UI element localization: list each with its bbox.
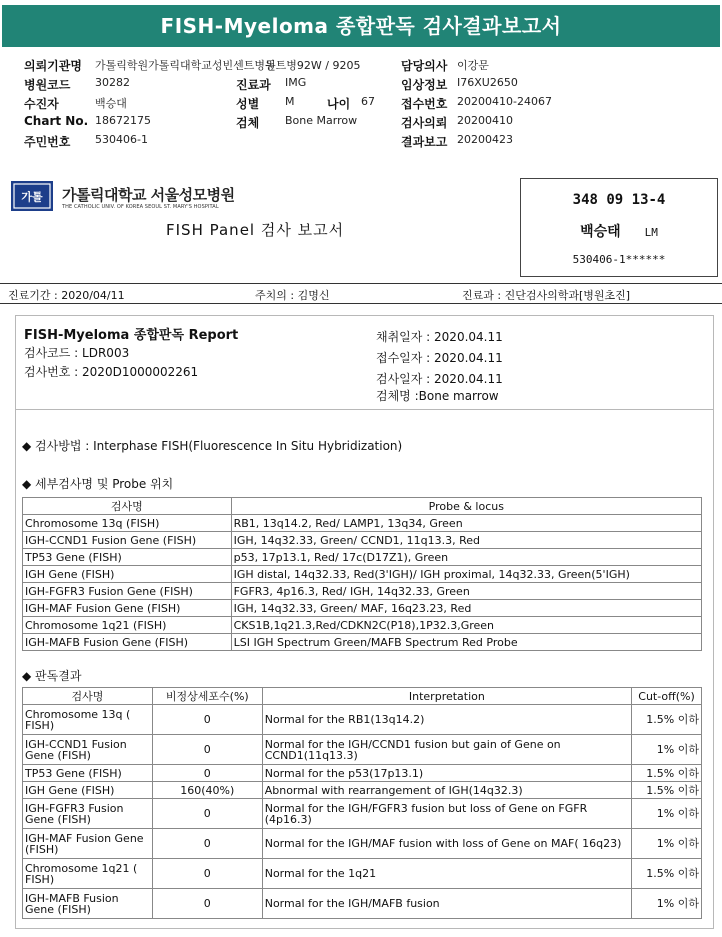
- cutoff-cell: 1.5% 이하: [632, 765, 702, 782]
- test-name-cell: Chromosome 1q21 (FISH): [23, 617, 232, 634]
- table-row: [23, 600, 702, 617]
- table-header-row: [23, 688, 702, 705]
- hospital-emblem-icon: [11, 181, 53, 211]
- table-row: [23, 566, 702, 583]
- probe-cell: IGH distal, 14q32.33, Red(3'IGH)/ IGH proximal, 14q32.33, Green(5'IGH): [231, 566, 701, 583]
- probe-table: [22, 497, 702, 651]
- table-header-row: [23, 498, 702, 515]
- report-title: FISH-Myeloma 종합판독 검사결과보고서: [2, 5, 720, 47]
- patient-id-line: 348 09 13-4: [572, 192, 666, 208]
- cutoff-cell: 1.5% 이하: [632, 782, 702, 799]
- cutoff-cell: 1% 이하: [632, 829, 702, 859]
- value-dept: IMG: [285, 76, 307, 89]
- label-dept: 진료과: [236, 78, 271, 92]
- divider: [15, 409, 714, 410]
- value-institution: 가톨릭학원가톨릭대학교성빈센트병원: [95, 59, 276, 72]
- column-header: Interpretation: [262, 688, 631, 705]
- test-name-cell: IGH-MAFB Fusion Gene (FISH): [23, 889, 153, 919]
- test-name-cell: IGH-FGFR3 Fusion Gene (FISH): [23, 799, 153, 829]
- panel-title: FISH Panel 검사 보고서: [166, 221, 345, 239]
- probe-cell: FGFR3, 4p16.3, Red/ IGH, 14q32.33, Green: [231, 583, 701, 600]
- column-header: 비정상세포수(%): [152, 688, 262, 705]
- table-row: [23, 782, 702, 799]
- visit-date: 진료기간 : 2020/04/11: [8, 289, 125, 302]
- value-report-date: 20200423: [457, 133, 513, 146]
- value-hospital-code: 30282: [95, 76, 130, 89]
- table-row: [23, 583, 702, 600]
- abnormal-cells-cell: 0: [152, 799, 262, 829]
- value-age: 67: [361, 95, 375, 108]
- divider: [0, 283, 722, 284]
- label-chart-no: Chart No.: [24, 114, 89, 128]
- cutoff-cell: 1.5% 이하: [632, 705, 702, 735]
- label-age: 나이: [327, 97, 351, 111]
- cutoff-cell: 1% 이하: [632, 799, 702, 829]
- label-request-date: 검사의뢰: [401, 116, 448, 130]
- cutoff-cell: 1% 이하: [632, 735, 702, 765]
- test-name-cell: IGH Gene (FISH): [23, 782, 153, 799]
- label-doctor: 담당의사: [401, 59, 448, 73]
- table-row: [23, 735, 702, 765]
- interpretation-cell: Abnormal with rearrangement of IGH(14q32.3): [262, 782, 631, 799]
- table-row: [23, 889, 702, 919]
- value-request-date: 20200410: [457, 114, 513, 127]
- probe-cell: CKS1B,1q21.3,Red/CDKN2C(P18),1P32.3,Green: [231, 617, 701, 634]
- result-table: [22, 687, 702, 919]
- interpretation-cell: Normal for the IGH/MAF fusion with loss of Gene on MAF( 16q23): [262, 829, 631, 859]
- header-row: [0, 95, 722, 114]
- specimen-name: 검체명 :Bone marrow: [376, 389, 499, 403]
- table-row: [23, 617, 702, 634]
- value-specimen: Bone Marrow: [285, 114, 358, 127]
- test-name-cell: IGH-MAF Fusion Gene (FISH): [23, 600, 232, 617]
- test-code: 검사코드 : LDR003: [24, 346, 130, 360]
- test-name-cell: TP53 Gene (FISH): [23, 549, 232, 566]
- test-name-cell: Chromosome 13q (FISH): [23, 515, 232, 532]
- test-name-cell: IGH Gene (FISH): [23, 566, 232, 583]
- abnormal-cells-cell: 160(40%): [152, 782, 262, 799]
- test-name-cell: Chromosome 13q ( FISH): [23, 705, 153, 735]
- probe-cell: p53, 17p13.1, Red/ 17c(D17Z1), Green: [231, 549, 701, 566]
- label-specimen: 검체: [236, 116, 260, 130]
- abnormal-cells-cell: 0: [152, 705, 262, 735]
- label-clinical-info: 임상정보: [401, 78, 448, 92]
- header-row: [0, 114, 722, 133]
- label-hospital-code: 병원코드: [24, 78, 71, 92]
- probe-cell: IGH, 14q32.33, Green/ CCND1, 11q13.3, Red: [231, 532, 701, 549]
- column-header: 검사명: [23, 498, 232, 515]
- test-name-cell: Chromosome 1q21 ( FISH): [23, 859, 153, 889]
- table-row: [23, 532, 702, 549]
- interpretation-cell: Normal for the IGH/FGFR3 fusion but loss of Gene on FGFR (4p16.3): [262, 799, 631, 829]
- label-resident-no: 주민번호: [24, 135, 71, 149]
- test-name-cell: IGH-CCND1 Fusion Gene (FISH): [23, 735, 153, 765]
- logo-mark-text: 가톨: [21, 190, 43, 204]
- request-info: [0, 52, 722, 152]
- hospital-name-en: THE CATHOLIC UNIV. OF KOREA SEOUL ST. MARY'S HOSPITAL: [62, 204, 219, 210]
- label-sex: 성별: [236, 97, 260, 111]
- table-row: [23, 549, 702, 566]
- value-sex: M: [285, 95, 295, 108]
- header-row: [0, 57, 722, 76]
- header-row: [0, 133, 722, 152]
- abnormal-cells-cell: 0: [152, 735, 262, 765]
- label-accession: 접수번호: [401, 97, 448, 111]
- abnormal-cells-cell: 0: [152, 889, 262, 919]
- interpretation-cell: Normal for the IGH/CCND1 fusion but gain of Gene on CCND1(11q13.3): [262, 735, 631, 765]
- patient-label-box: [520, 178, 718, 277]
- table-row: [23, 765, 702, 782]
- header-row: [0, 76, 722, 95]
- value-doctor: 이강문: [457, 59, 489, 72]
- test-name-cell: IGH-MAFB Fusion Gene (FISH): [23, 634, 232, 651]
- method-line: ◆ 검사방법 : Interphase FISH(Fluorescence In Situ Hybridization): [22, 439, 403, 453]
- receipt-date: 접수일자 : 2020.04.11: [376, 351, 503, 365]
- label-institution: 의뢰기관명: [24, 59, 82, 73]
- column-header: Probe & locus: [231, 498, 701, 515]
- hospital-report-header: [6, 177, 718, 278]
- value-chart-no: 18672175: [95, 114, 151, 127]
- patient-name: 백승태: [580, 224, 621, 240]
- interpretation-cell: Normal for the IGH/MAFB fusion: [262, 889, 631, 919]
- table-row: [23, 705, 702, 735]
- abnormal-cells-cell: 0: [152, 859, 262, 889]
- hospital-name-ko: 가톨릭대학교 서울성모병원: [62, 186, 235, 204]
- table-row: [23, 634, 702, 651]
- interpretation-cell: Normal for the 1q21: [262, 859, 631, 889]
- test-name-cell: TP53 Gene (FISH): [23, 765, 153, 782]
- table-row: [23, 515, 702, 532]
- value-patient: 백승대: [95, 97, 127, 110]
- test-date: 검사일자 : 2020.04.11: [376, 372, 503, 386]
- table-row: [23, 859, 702, 889]
- value-clinical-info: I76XU2650: [457, 76, 518, 89]
- probe-cell: IGH, 14q32.33, Green/ MAF, 16q23.23, Red: [231, 600, 701, 617]
- test-name-cell: IGH-FGFR3 Fusion Gene (FISH): [23, 583, 232, 600]
- divider: [0, 303, 722, 304]
- visit-doctor: 주치의 : 김명신: [255, 289, 330, 302]
- cutoff-cell: 1.5% 이하: [632, 859, 702, 889]
- column-header: Cut-off(%): [632, 688, 702, 705]
- label-report-date: 결과보고: [401, 135, 448, 149]
- value-accession: 20200410-24067: [457, 95, 552, 108]
- probe-cell: RB1, 13q14.2, Red/ LAMP1, 13q34, Green: [231, 515, 701, 532]
- label-patient: 수진자: [24, 97, 59, 111]
- patient-rrn-line: 530406-1******: [572, 253, 666, 266]
- report-subtitle: FISH-Myeloma 종합판독 Report: [24, 328, 239, 343]
- value-ward: 동트병92W / 9205: [265, 59, 361, 72]
- abnormal-cells-cell: 0: [152, 829, 262, 859]
- interpretation-cell: Normal for the RB1(13q14.2): [262, 705, 631, 735]
- value-resident-no: 530406-1: [95, 133, 148, 146]
- test-name-cell: IGH-CCND1 Fusion Gene (FISH): [23, 532, 232, 549]
- patient-tag: LM: [644, 226, 658, 239]
- column-header: 검사명: [23, 688, 153, 705]
- visit-dept: 진료과 : 진단검사의학과[병원초진]: [462, 289, 631, 302]
- cutoff-cell: 1% 이하: [632, 889, 702, 919]
- patient-name-line: [521, 221, 717, 241]
- test-name-cell: IGH-MAF Fusion Gene (FISH): [23, 829, 153, 859]
- test-number: 검사번호 : 2020D1000002261: [24, 365, 199, 379]
- table-row: [23, 799, 702, 829]
- result-section-title: ◆ 판독결과: [22, 669, 82, 683]
- probe-cell: LSI IGH Spectrum Green/MAFB Spectrum Red Probe: [231, 634, 701, 651]
- collection-date: 채취일자 : 2020.04.11: [376, 330, 503, 344]
- probe-section-title: ◆ 세부검사명 및 Probe 위치: [22, 477, 174, 491]
- abnormal-cells-cell: 0: [152, 765, 262, 782]
- interpretation-cell: Normal for the p53(17p13.1): [262, 765, 631, 782]
- table-row: [23, 829, 702, 859]
